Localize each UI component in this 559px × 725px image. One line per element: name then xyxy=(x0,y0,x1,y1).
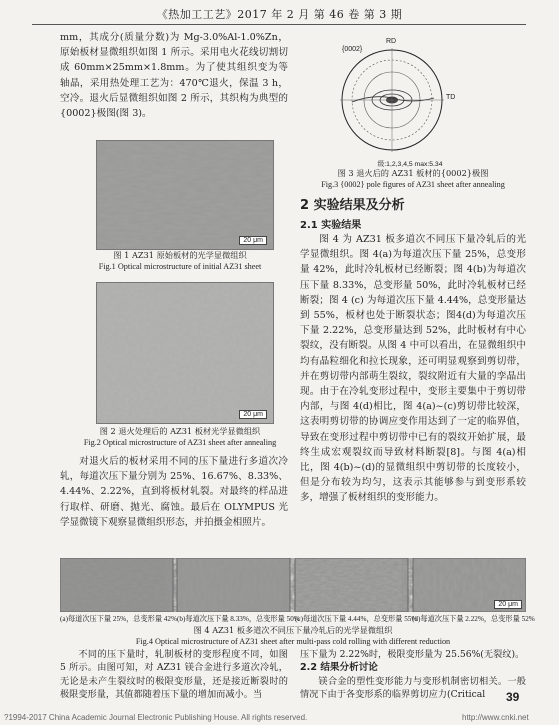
fig4-panel-c xyxy=(295,558,408,612)
header-rule xyxy=(32,24,526,25)
fig2-texture xyxy=(97,283,273,423)
fig3-caption-en: Fig.3 {0002} pole figures of AZ31 sheet after annealing xyxy=(321,180,505,189)
bottom-right-text xyxy=(300,648,526,702)
limit-paragraph: 压下量为 2.22%时，极限变形量为 25.56%(无裂纹)。 xyxy=(300,649,525,660)
fig3-levels: 级:1,2,3,4,5 max:5.34 xyxy=(377,161,443,168)
fig2-scale-bar: 20 μm xyxy=(239,410,267,419)
footer-copyright: ?1994-2017 China Academic Journal Electronic Publishing House. All rights reserved. xyxy=(4,713,308,722)
page-number: 39 xyxy=(506,690,520,704)
fig3-pole-figure xyxy=(312,38,462,156)
subsection-title-2-2: 2.2 结果分析讨论 xyxy=(300,662,378,674)
fig4-subcaption-d: (d)每道次压下量 2.22%，总变形量 52% xyxy=(412,615,535,623)
left-top-text xyxy=(60,30,288,121)
left-mid-text xyxy=(60,454,288,530)
results-paragraph: 图 4 为 AZ31 板多道次不同压下量冷轧后的光学显微组织。图 4(a)为每道次压下量 25%，总变形量 42%，此时冷轧板材已经断裂；图 4(b)为每道次压下量 8.33%，总变形量 50%，此时冷轧板材已经断裂；图 4 (c) 为每道次压下量 4.44%，总变形量达到 55%，板材也处于断裂状态；图4(d)为每道次压下量 2.22%，总变形量达到 52%，此时板材有中心裂纹，没有断裂。从图 4 中可以看出，在显微组织中均有晶粒细化和拉长现象，还可明显观察到剪切带，并在剪切带内部萌生裂纹，裂纹附近有大量的孪晶出现。由于在冷轧变形过程中，变形主要集中于剪切带内部，与图 4(d)相比，图 4(a)~(c)剪切带比较深，这表明剪切带的协调应变作用达到了一定的临界值，导致在变形过程中剪切带中已有的裂纹开始扩展，最终生成宏观裂纹而导致材料断裂[8]。与图 4(a)相比，图 4(b)~(d)的显微组织中剪切带的长度较小，但是分布较为均匀，这表示其能够参与到变形系较多，增强了板材组织的变形能力。 xyxy=(300,234,526,504)
analysis-paragraph: 镁合金的塑性变形能力与变形机制密切相关。一般情况下由于各变形系的临界剪切应力(Critical xyxy=(300,675,526,701)
intro-paragraph: mm，其成分(质量分数)为 Mg-3.0%Al-1.0%Zn，原始板材显微组织如图 1 所示。采用电火花线切割切成 60mm×25mm×1.8mm。为了使其组织变为等轴晶，采用热处理工艺为：470℃退火，保温 3 h，空冷。退火后显微组织如图 2 所示，其织构为典型的{0002}极图(图 3)。 xyxy=(60,32,288,120)
subsection-title-2-1: 2.1 实验结果 xyxy=(300,220,362,231)
bottom-left-text xyxy=(60,648,288,702)
td-label: TD xyxy=(446,94,456,101)
fig3-caption-cn: 图 3 退火后的 AZ31 板材的{0002}极图 xyxy=(337,168,489,178)
fig4-subcaption-c: (c)每道次压下量 4.44%，总变形量 55% xyxy=(295,615,418,623)
fig2-caption-en: Fig.2 Optical microstructure of AZ31 sheet after annealing xyxy=(83,438,277,447)
fig1-texture xyxy=(97,141,273,249)
right-text xyxy=(300,232,526,506)
fig1-scale-bar: 20 μm xyxy=(239,236,267,245)
journal-header: 《热加工工艺》2017 年 2 月 第 46 卷 第 3 期 xyxy=(156,8,403,21)
fig4-scale-bar: 20 μm xyxy=(494,600,522,609)
fig4-caption-en: Fig.4 Optical microstructure of AZ31 sheet after multi-pass cold rolling with different reduction xyxy=(135,637,451,646)
fig4-caption-cn: 图 4 AZ31 板多道次不同压下量冷轧后的光学显微组织 xyxy=(193,625,393,635)
fig4-panel-b xyxy=(177,558,290,612)
fig4-subcaption-b: (b)每道次压下量 8.33%，总变形量 50% xyxy=(177,615,300,623)
rd-label: RD xyxy=(386,38,397,45)
fig4-texture xyxy=(60,558,526,612)
fig2-caption-cn: 图 2 退火处理后的 AZ31 板材光学显微组织 xyxy=(99,426,261,436)
fig4-panels xyxy=(60,558,526,612)
footer-url: http://www.cnki.net xyxy=(462,713,529,722)
section-title: 2 实验结果及分析 xyxy=(300,198,405,213)
fig1-micrograph xyxy=(96,140,274,250)
fig4-panel-a xyxy=(60,558,173,612)
fig2-micrograph xyxy=(96,282,274,424)
deformation-paragraph: 不同的压下量时，轧制板材的变形程度不同，如图 5 所示。由图可知，对 AZ31 镁合金进行多道次冷轧，无论是未产生裂纹时的极限变形量，还是接近断裂时的极限变形量，其值都随着压下量的增加而减小。当 xyxy=(60,649,288,701)
pole-figure-svg xyxy=(312,38,462,156)
fig4-subcaption-a: (a)每道次压下量 25%，总变形量 42% xyxy=(60,615,177,623)
fig1-caption-cn: 图 1 AZ31 原始板材的光学显微组织 xyxy=(113,250,247,260)
method-paragraph: 对退火后的板材采用不同的压下量进行多道次冷轧，每道次压下量分别为 25%、16.67%、8.33%、4.44%、2.22%，直到将板材轧裂。对最终的样品进行取样、研磨、抛光、腐蚀。最后在 OLYMPUS 光学显微镜下观察显微组织形态，并拍摄金相照片。 xyxy=(60,456,288,528)
plane-label: {0002} xyxy=(342,46,363,53)
fig1-caption-en: Fig.1 Optical microstructure of initial AZ31 sheet xyxy=(98,262,262,271)
